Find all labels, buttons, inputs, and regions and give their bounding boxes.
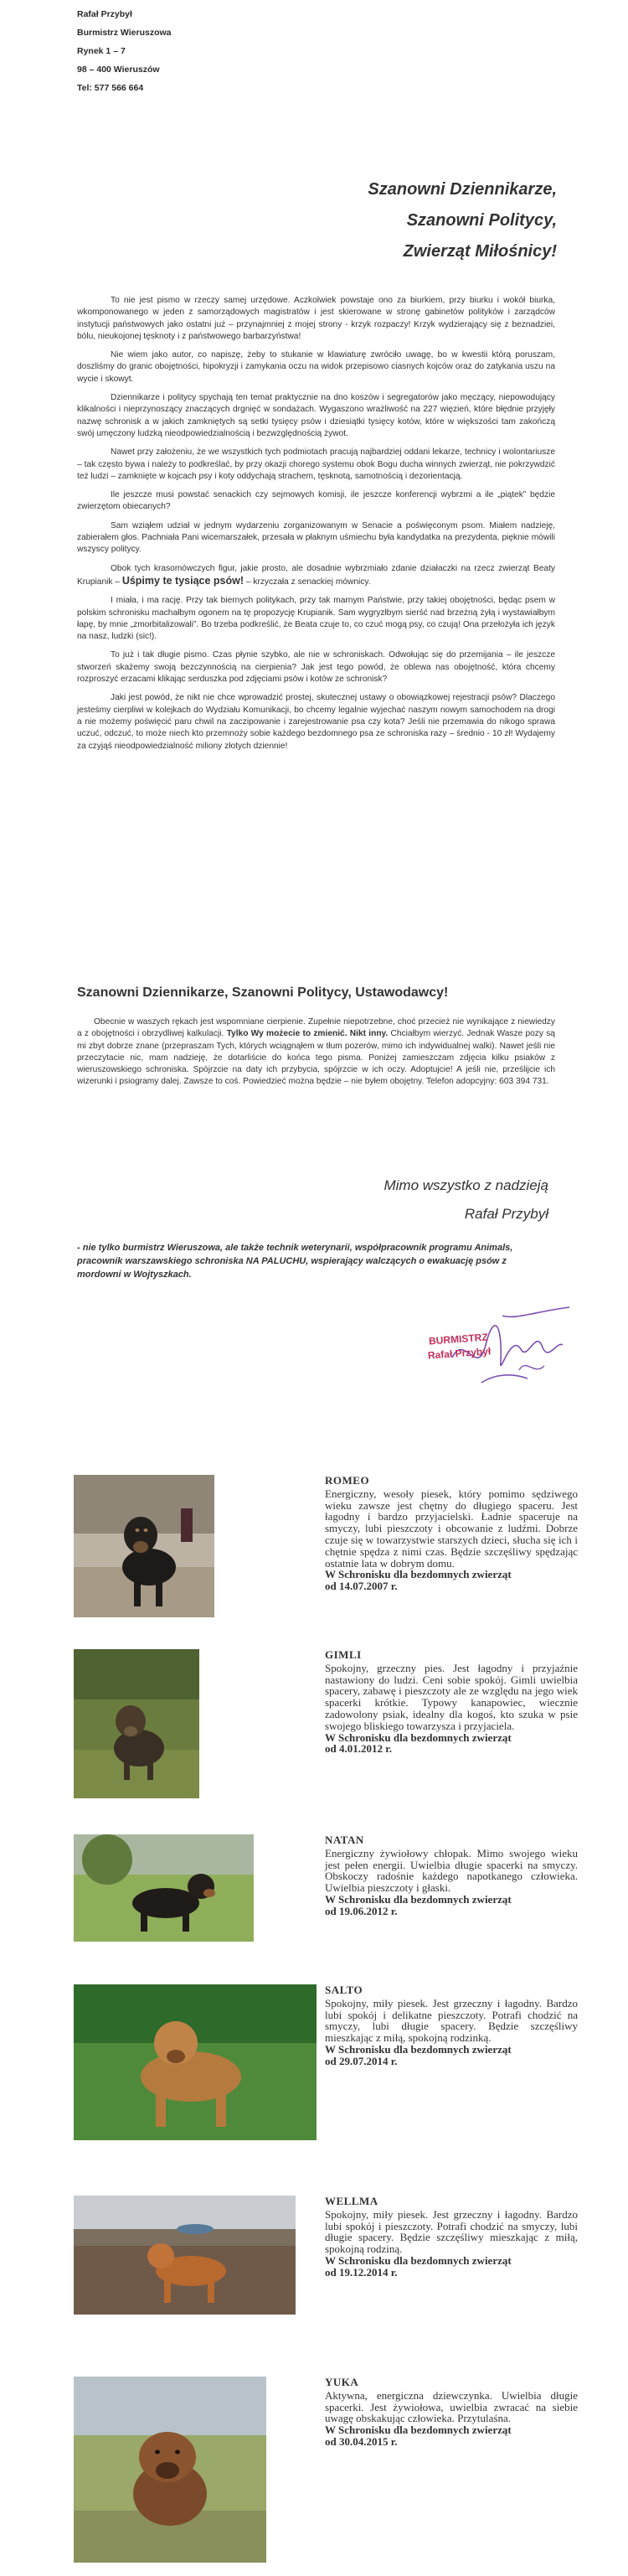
stamp-line-2: Rafał Przybył <box>427 1345 492 1362</box>
dog-photo <box>74 1475 214 1617</box>
dog-shelter: W Schronisku dla bezdomnych zwierząt <box>325 2423 512 2437</box>
dog-info <box>325 1834 578 1917</box>
body-paragraph: Nie wiem jako autor, co napiszę, żeby to stukanie w klawiaturę zwróciło uwagę, bo w kwestii którą poruszam, doszliśmy do granic obojętności, hipokryzji i zamykania oczu na widok przepisowo ciasnych kojców oraz do zatykania uszu na wycie i skowyt. <box>77 350 555 384</box>
sender-name: Rafał Przybył <box>77 9 132 19</box>
dog-description: Aktywna, energiczna dziewczynka. Uwielbia długie spacerki. Jest żywiołowa, uwielbia zwracać na siebie uwagę obskakując człowieka. Przytulaśna. <box>325 2388 578 2425</box>
section-text-a: Obecnie w waszych rękach jest wspomniane cierpienie. Zupełnie niepotrzebne, choć przecież nie wynikające z niewiedzy a z obojętności i obrzydliwej kalkulacji. <box>77 1017 555 1039</box>
quote-highlight: Uśpimy te tysiące psów! <box>121 574 245 587</box>
greeting-line-3: Zwierząt Miłośnicy! <box>403 242 557 261</box>
dog-info <box>325 1984 578 2067</box>
dog-description: Energiczny żywiołowy chłopak. Mimo swojego wieku jest pełen energii. Uwielbia długie spacerki na smyczy. Obskoczy radośnie każdego napotkanego człowieka. Uwielbia pieszczoty i głaski. <box>325 1846 578 1895</box>
sender-city: 98 – 400 Wieruszów <box>77 65 160 75</box>
section-text-c: Chciałbym wierzyć. Jednak Wasze pozy są mi zbyt dobrze znane (przepraszam Tych, których wciągnąłem w tłum pozerów, mimo ich indywidualnej walki). Nawet jeśli nie przeczytacie nic, mam nadzieję, że dotarliście do końca tego pisma. Poniżej zamieszczam zdjęcia kilku psiaków z wieruszowskiego schroniska. Spójrzcie na daty ich przybycia, spójrzcie w ich oczy. Adoptujcie! A jeśli nie, prześlijcie ich wizerunki i psiogramy dalej. Zawsze to coś. Powiedzieć można będzie – nie byłem obojętny. Telefon adopcyjny: 603 394 731. <box>77 1029 555 1087</box>
dog-description: Spokojny, miły piesek. Jest grzeczny i łagodny. Bardzo lubi spokój i pieszczoty. Potrafi chodzić na smyczy, lubi długie spacery. Będzie szczęśliwy mieszkając z miłą, spokojną rodziną. <box>325 2207 578 2256</box>
dog-since: od 14.07.2007 r. <box>325 1580 398 1593</box>
dog-photo <box>74 2377 266 2563</box>
greeting <box>368 174 557 267</box>
dog-photo <box>74 1649 199 1798</box>
dog-since: od 30.04.2015 r. <box>325 2434 398 2448</box>
closing-line-1: Mimo wszystko z nadzieją <box>383 1177 548 1193</box>
dog-name: YUKA <box>325 2376 359 2388</box>
official-stamp <box>416 1330 502 1364</box>
body-paragraph: Nawet przy założeniu, że we wszystkich tych podmiotach pracują najbardziej oddani lekarze, technicy i wolontariusze – tak często bywa i należy to podkreślać, by przy okazji chorego systemu obok Bogu ducha winnych zwierząt, nie pokrzywdzić też ludzi – zamknięte w kojcach psy i koty oddychają strachem, tęsknotą, samotnością i dezorientacją. <box>77 447 555 481</box>
dog-since: od 19.12.2014 r. <box>325 2265 398 2279</box>
dog-shelter: W Schronisku dla bezdomnych zwierząt <box>325 2253 512 2267</box>
dog-info <box>325 2377 578 2448</box>
dog-photo <box>74 2196 296 2315</box>
stamp-line-1: BURMISTRZ <box>428 1331 489 1347</box>
sender-title: Burmistrz Wieruszowa <box>77 28 172 38</box>
dog-name: SALTO <box>325 1984 363 1996</box>
dog-name: NATAN <box>325 1834 364 1846</box>
sender-block <box>77 5 172 97</box>
dog-description: Spokojny, miły piesek. Jest grzeczny i łagodny. Bardzo lubi spokój i delikatne pieszczoty. Potrafi chodzić na smyczy, lubi długie spacery. Będzie szczęśliwy mieszkając z miłą, spokojną rodzinką. <box>325 1996 578 2045</box>
body-paragraph: To nie jest pismo w rzeczy samej urzędowe. Aczkolwiek powstaje ono za biurkiem, przy biurku i wokół biurka, wkomponowanego w jeden z samorządowych magistratów i jest skierowane w stronę gabinetów polityków i zarządców instytucji państwowych jako ostatni już – przynajmniej z mojej strony - krzyk rozpaczy! Krzyk wydzierający się z beznadziei, bólu, nieukojonej tęsknoty i z państwowego barbarzyństwa! <box>77 296 555 341</box>
closing <box>383 1172 548 1229</box>
dog-info <box>325 1649 578 1755</box>
greeting-line-1: Szanowni Dziennikarze, <box>368 180 557 199</box>
quote-intro: Obok tych krasomówczych figur, jakie prosto, ale dosadnie wybrzmiało zdanie działaczki na rzecz zwierząt Beaty Krupianik – <box>77 563 555 587</box>
quote-outro: – krzyczała z senackiej mównicy. <box>245 577 371 587</box>
dog-shelter: W Schronisku dla bezdomnych zwierząt <box>325 2042 512 2056</box>
dog-shelter: W Schronisku dla bezdomnych zwierząt <box>325 1730 512 1744</box>
body-paragraph: I miała, i ma rację. Przy tak biernych politykach, przy tak marnym Państwie, przy takiej obojętności, będąc psem w polskim schronisku machałbym ogonem na tę propozycję Krupianik. Sam wygryzłbym sierść nad brzeżną żyłą i wystawiałbym łapę, by mnie „zmorbitalizowali”. Bo trzeba podkreślić, że Beata czuje to, co czuć mogą psy, co czują! Ona przełożyła ich język na nasz, ludzki (sic!). <box>77 596 555 642</box>
author-footnote: - nie tylko burmistrz Wieruszowa, ale także technik weterynarii, współpracownik programu Animals, pracownik warszawskiego schroniska NA PALUCHU, wspierający walczących o ewakuację psów z mordowni w Wojtyszkach. <box>77 1243 513 1280</box>
body-paragraph: To już i tak długie pismo. Czas płynie szybko, ale nie w schroniskach. Odwołując się do przemijania – ile jeszcze stworzeń skażemy swoją bezczynnością na cierpienia? Jak jest tego powód, że oblewa nas obojętność, która chcemy rozproszyć erzacami klikając serduszka pod zdjęciami psów i kotów ze schronisk? <box>77 650 555 685</box>
dog-photo <box>74 1834 254 1942</box>
dog-since: od 29.07.2014 r. <box>325 2054 398 2067</box>
body-paragraph: Dziennikarze i politycy spychają ten temat praktycznie na dno koszów i segregatorów jako męczący, niepowodujący klikalności i nieprzynoszący znaczących drgnięć w sondażach. Wygaszono wrażliwość na 227 więzień, które błędnie przyjęły nazwę schronisk a w jakich zamkniętych są setki tysięcy psów i dziesiątki tysięcy kotów, które w większości tam zakończą swój umęczony ludzką nieodpowiedzialnością i bezwzględnością żywot. <box>77 393 555 438</box>
section-title: Szanowni Dziennikarze, Szanowni Politycy, Ustawodawcy! <box>77 985 449 1000</box>
dog-photo <box>74 1984 317 2140</box>
dog-info <box>325 1475 578 1592</box>
greeting-line-2: Szanowni Politycy, <box>406 211 557 230</box>
section-paragraph <box>77 1016 555 1089</box>
dog-name: GIMLI <box>325 1648 362 1661</box>
body-paragraph: Jaki jest powód, że nikt nie chce wprowadzić prostej, skutecznej ustawy o obowiązkowej rejestracji psów? Dlaczego jesteśmy cierpliwi w kolejkach do Wydziału Komunikacji, bo chcemy legalnie wyjechać naszym nowym samochodem na drogi a nie możemy poświęcić paru chwil na zaczipowanie i zarejestrowanie psa czy kota? Jeśli nie przemawia do nikogo sprawa uczuć, odczuć, to może niech kto przemnoży sobie każdego bezdomnego psa ze schroniska razy – średnio - 10 zł! Wydajemy za czyjąś nieodpowiedzialność miliony złotych dziennie! <box>77 693 555 751</box>
section-body <box>77 1016 555 1089</box>
body-paragraph: Ile jeszcze musi powstać senackich czy sejmowych komisji, ile jeszcze konferencji wybrzmi a ile „piątek” będzie zwierzętom obiecanych? <box>77 490 555 512</box>
section-text-bold: Tylko Wy możecie to zmienić. Nikt inny. <box>226 1029 389 1039</box>
body-paragraph <box>77 563 555 589</box>
dog-name: ROMEO <box>325 1474 370 1487</box>
dog-info <box>325 2196 578 2279</box>
dog-shelter: W Schronisku dla bezdomnych zwierząt <box>325 1568 512 1581</box>
dog-description: Spokojny, grzeczny pies. Jest łagodny i przyjaźnie nastawiony do ludzi. Ceni sobie spokój. Gimli uwielbia spacery, zabawę i pieszczoty ale ze względu na jego wiek spacerki krótkie. Typowy kanapowiec, wiecznie zadowolony psiak, idealny dla kogoś, kto szuka w psie swojego bliskiego towarzysza i przyjaciela. <box>325 1661 578 1732</box>
body-paragraph: Sam wziąłem udział w jednym wydarzeniu zorganizowanym w Senacie a poświęconym psom. Miałem nadzieję, zabierałem głos. Pachniała Pani wicemarszałek, przesała w płaknym uśmiechu była kandydatka na prezydenta, pięknie mówili wszyscy politycy. <box>77 520 555 555</box>
sender-phone: Tel: 577 566 664 <box>77 83 144 93</box>
dog-since: od 4.01.2012 r. <box>325 1742 393 1756</box>
letter-body <box>77 295 555 759</box>
dog-description: Energiczny, wesoły piesek, który pomimo sędziwego wieku zawsze jest chętny do długiego spaceru. Jest łagodny i bardzo przyjacielski. Ładnie spaceruje na smyczy, lubi pieszczoty i obcowanie z ludźmi. Dobrze czuje się w towarzystwie starszych dzieci, słucha się ich i chętnie spędza z nimi czas. Będzie szczęśliwy spędzając ostatnie lata w dobrym domu. <box>325 1487 578 1570</box>
dog-shelter: W Schronisku dla bezdomnych zwierząt <box>325 1892 512 1906</box>
sender-street: Rynek 1 – 7 <box>77 46 126 56</box>
dog-since: od 19.06.2012 r. <box>325 1904 398 1917</box>
closing-signature-name: Rafał Przybył <box>464 1206 548 1222</box>
dog-name: WELLMA <box>325 2195 378 2207</box>
